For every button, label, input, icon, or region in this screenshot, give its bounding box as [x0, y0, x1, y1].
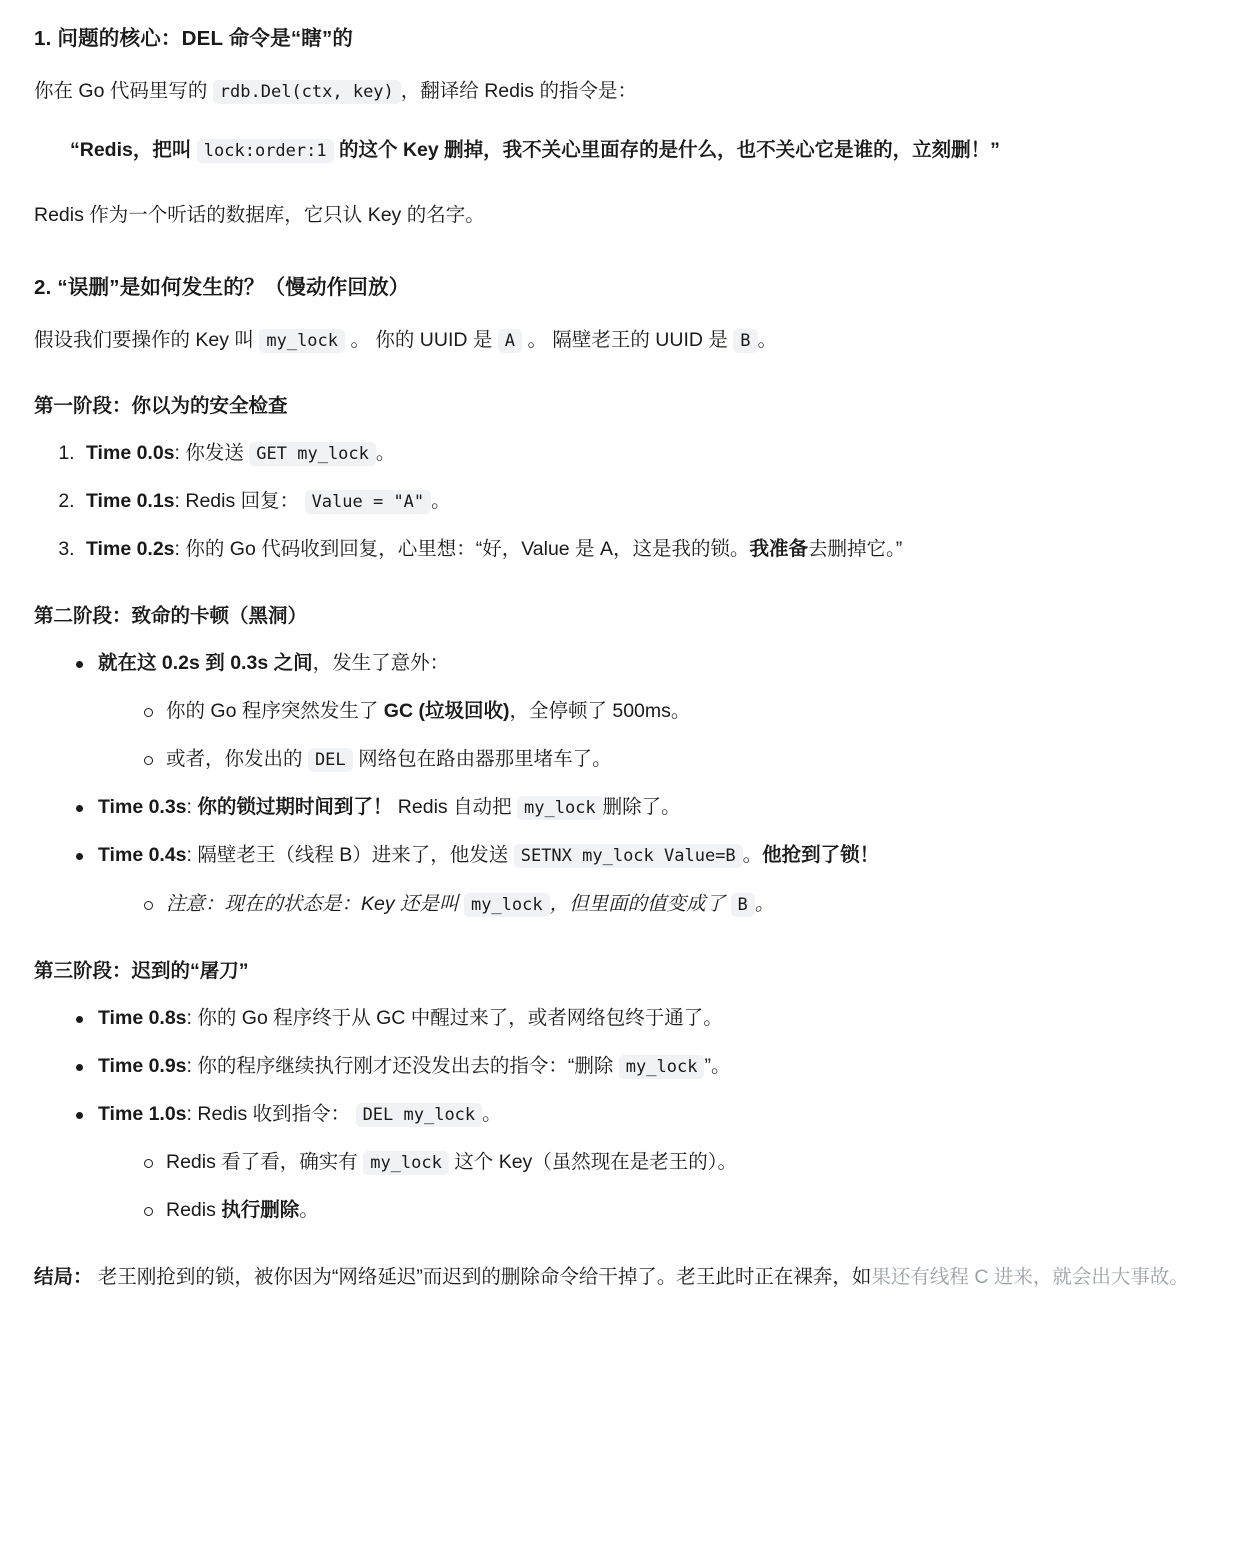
conclusion-text: 老王刚抢到的锁，被你因为“网络延迟”而迟到的删除命令给干掉了。老王此时正在裸奔，如: [92, 1266, 872, 1289]
step-text-a: : 隔壁老王（线程 B）进来了，他发送: [186, 844, 509, 867]
quote-text-a: “Redis，把叫: [70, 138, 192, 161]
inline-code-my-lock-2: my_lock: [517, 796, 603, 820]
note-text-a: 注意：现在的状态是：Key 还是叫: [166, 892, 459, 915]
list-item: [132, 741, 1208, 778]
substep-text-a: 你的 Go 程序突然发生了: [166, 700, 379, 723]
substep-text-a: Redis: [166, 1199, 222, 1222]
phase-1-heading: 第一阶段：你以为的安全检查: [34, 394, 288, 417]
conclusion-label: 结局：: [34, 1266, 93, 1289]
step-emphasis: 他抢到了锁！: [762, 844, 880, 867]
list-item: [64, 837, 1208, 922]
step-text-b: 。: [742, 844, 763, 867]
step-text-a: ，发生了意外：: [312, 652, 450, 675]
step-text-b: 去删掉它。”: [808, 538, 903, 560]
step-time-label: Time 0.8s: [98, 1006, 187, 1029]
list-item: [132, 693, 1208, 730]
list-item: [64, 1000, 1208, 1037]
substep-text-a: 或者，你发出的: [166, 748, 303, 771]
step-text-a: : Redis 收到指令：: [186, 1102, 351, 1125]
s2-text-a: 假设我们要操作的 Key 叫: [34, 328, 254, 351]
step-text-a: : Redis 回复：: [174, 489, 300, 512]
step-text-c: 删除了。: [602, 796, 681, 819]
s1-text-a: 你在 Go 代码里写的: [34, 79, 208, 102]
substep-text-b: 这个 Key（虽然现在是老王的）。: [454, 1150, 738, 1173]
section-1-intro-paragraph: [34, 73, 1208, 109]
inline-code-lock-order-1: lock:order:1: [197, 139, 334, 163]
s2-text-b: 。 你的 UUID 是: [350, 328, 493, 351]
step-time-label: Time 0.9s: [98, 1054, 187, 1077]
step-text-b: Redis 自动把: [392, 796, 512, 819]
inline-code-my-lock-5: my_lock: [363, 1151, 449, 1175]
inline-code-del-my-lock: DEL my_lock: [356, 1103, 483, 1127]
conclusion-text-dim: 果还有线程 C 进来，就会出大事故。: [871, 1266, 1189, 1289]
blockquote-redis-command: [70, 131, 1080, 171]
list-item: [80, 483, 1208, 520]
step-text-a: : 你发送: [174, 441, 244, 464]
inline-code-rdb-del: rdb.Del(ctx, key): [213, 80, 401, 104]
conclusion-paragraph: [34, 1259, 1208, 1296]
s2-text-d: 。: [757, 328, 778, 351]
phase-3-sub-list: [98, 1144, 1208, 1229]
list-item: [132, 886, 1208, 923]
step-time-label: Time 0.4s: [98, 844, 187, 867]
list-item: [80, 531, 1208, 568]
substep-emphasis: GC (垃圾回收): [383, 700, 510, 723]
step-text-b: 。: [375, 441, 396, 464]
substep-emphasis: 执行删除: [221, 1199, 300, 1222]
section-2-intro-paragraph: [34, 322, 1208, 358]
phase-2-sub-list: [98, 693, 1208, 778]
step-text-a: :: [186, 796, 198, 819]
inline-code-uuid-b: B: [733, 329, 757, 353]
step-time-label: Time 0.1s: [86, 489, 175, 512]
note-text-b: ，但里面的值变成了: [549, 892, 726, 915]
inline-code-my-lock-3: my_lock: [464, 893, 550, 917]
substep-text-b: 网络包在路由器那里堵车了。: [358, 748, 612, 771]
step-emphasis: 你的锁过期时间到了！: [197, 796, 393, 819]
inline-code-my-lock-4: my_lock: [619, 1055, 705, 1079]
inline-code-get-my-lock: GET my_lock: [249, 442, 376, 466]
list-item: [64, 1096, 1208, 1229]
section-1-heading: 1. 问题的核心：DEL 命令是“瞎”的: [34, 27, 354, 50]
step-emphasis: 我准备: [749, 538, 808, 560]
list-item: [64, 789, 1208, 826]
step-time-label: Time 0.0s: [86, 441, 175, 464]
step-text-a: : 你的程序继续执行刚才还没发出去的指令：“删除: [186, 1054, 614, 1077]
step-text-b: 。: [431, 489, 451, 512]
phase-2-heading: 第二阶段：致命的卡顿（黑洞）: [34, 605, 308, 628]
substep-text-b: ，全停顿了 500ms。: [509, 700, 691, 723]
note-text-c: 。: [754, 892, 775, 915]
inline-code-del: DEL: [308, 748, 353, 772]
step-text-a: : 你的 Go 程序终于从 GC 中醒过来了，或者网络包终于通了。: [186, 1006, 723, 1029]
section-2-heading: 2. “误删”是如何发生的？（慢动作回放）: [34, 275, 410, 299]
step-text-b: 。: [482, 1102, 502, 1125]
s2-text-c: 。 隔壁老王的 UUID 是: [527, 328, 728, 351]
inline-code-uuid-a: A: [498, 329, 522, 353]
phase-2-steps-list: [34, 645, 1208, 922]
inline-code-value-a: Value = "A": [305, 490, 432, 514]
s1-text-b: ，翻译给 Redis 的指令是：: [400, 79, 637, 102]
list-item: [64, 645, 1208, 778]
substep-text-b: 。: [299, 1199, 319, 1222]
phase-3-steps-list: [34, 1000, 1208, 1229]
step-text-a: : 你的 Go 代码收到回复，心里想：“好，Value 是 A，这是我的锁。: [174, 538, 750, 560]
step-time-label: Time 0.2s: [86, 538, 175, 560]
list-item: [64, 1048, 1208, 1085]
list-item: [132, 1192, 1208, 1229]
quote-text-b: 的这个 Key 删掉，我不关心里面存的是什么，也不关心它是谁的，立刻删！”: [339, 138, 1000, 161]
step-text-b: ”。: [704, 1054, 731, 1077]
inline-code-setnx: SETNX my_lock Value=B: [514, 844, 743, 868]
list-item: [80, 435, 1208, 472]
section-1-closing-paragraph: Redis 作为一个听话的数据库，它只认 Key 的名字。: [34, 203, 485, 226]
inline-code-value-b: B: [731, 893, 755, 917]
substep-text-a: Redis 看了看，确实有: [166, 1150, 358, 1173]
step-emphasis: 就在这 0.2s 到 0.3s 之间: [98, 652, 313, 675]
step-time-label: Time 1.0s: [98, 1102, 187, 1125]
inline-code-my-lock-1: my_lock: [259, 329, 345, 353]
phase-1-steps-list: [34, 435, 1208, 568]
list-item: [132, 1144, 1208, 1181]
phase-3-heading: 第三阶段：迟到的“屠刀”: [34, 959, 249, 982]
phase-2-note-list: [98, 886, 1208, 923]
step-time-label: Time 0.3s: [98, 796, 187, 819]
